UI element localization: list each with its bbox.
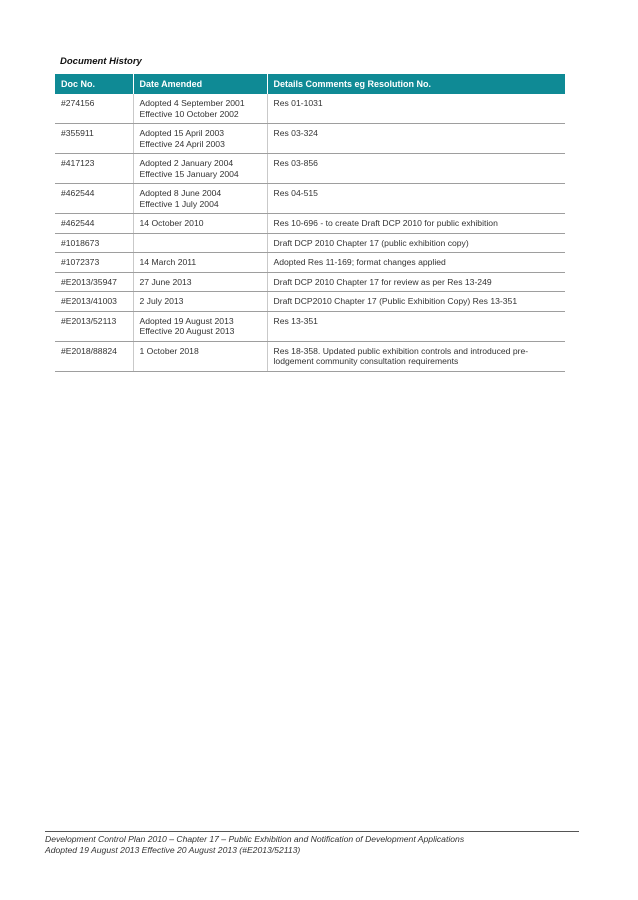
date-line: Adopted 19 August 2013 (139, 315, 234, 326)
table-row (55, 154, 565, 184)
table-row (55, 292, 565, 312)
date-line: Adopted 2 January 2004 (139, 158, 234, 168)
table-header-row (55, 74, 565, 94)
cell-date-amended (133, 292, 267, 312)
cell-doc-no: #E2013/35947 (55, 272, 133, 292)
cell-date-amended (133, 154, 267, 184)
cell-doc-no: #E2018/88824 (55, 341, 133, 371)
cell-details: Res 13-351 (267, 311, 565, 341)
cell-details: Res 03-856 (267, 154, 565, 184)
cell-doc-no: #417123 (55, 154, 133, 184)
header-details: Details Comments eg Resolution No. (267, 74, 565, 94)
table-body (55, 94, 565, 371)
cell-details: Res 18-358. Updated public exhibition controls and introduced pre-lodgement community consultation requirements (267, 341, 565, 371)
cell-details: Res 10-696 - to create Draft DCP 2010 for public exhibition (267, 214, 565, 234)
cell-date-amended (133, 94, 267, 124)
cell-date-amended (133, 233, 267, 253)
date-line: Effective 1 July 2004 (139, 198, 219, 209)
footer-line-2: Adopted 19 August 2013 Effective 20 August 2013 (#E2013/52113) (45, 844, 301, 855)
cell-doc-no: #355911 (55, 124, 133, 154)
table-row (55, 253, 565, 273)
cell-date-amended (133, 214, 267, 234)
table-row (55, 94, 565, 124)
cell-details: Res 03-324 (267, 124, 565, 154)
cell-details: Res 04-515 (267, 184, 565, 214)
table-row (55, 311, 565, 341)
table-row (55, 233, 565, 253)
cell-doc-no: #E2013/52113 (55, 311, 133, 341)
date-line: Effective 24 April 2003 (139, 138, 225, 149)
date-line: Adopted 8 June 2004 (139, 188, 222, 198)
footer-line-1: Development Control Plan 2010 – Chapter 17 – Public Exhibition and Notification of Development Applications (45, 834, 465, 844)
cell-date-amended (133, 124, 267, 154)
date-line: 14 October 2010 (139, 218, 204, 228)
cell-doc-no: #1018673 (55, 233, 133, 253)
cell-details: Draft DCP 2010 Chapter 17 (public exhibition copy) (267, 233, 565, 253)
header-date-amended: Date Amended (133, 74, 267, 94)
cell-doc-no: #462544 (55, 184, 133, 214)
date-line: 1 October 2018 (139, 345, 199, 356)
cell-date-amended (133, 272, 267, 292)
cell-date-amended (133, 341, 267, 371)
date-line: 2 July 2013 (139, 296, 184, 306)
page-footer (45, 834, 464, 855)
cell-details: Res 01-1031 (267, 94, 565, 124)
date-line: 27 June 2013 (139, 276, 192, 287)
table-row (55, 214, 565, 234)
cell-doc-no: #462544 (55, 214, 133, 234)
date-line: Effective 15 January 2004 (139, 168, 239, 179)
cell-date-amended (133, 184, 267, 214)
cell-doc-no: #1072373 (55, 253, 133, 273)
table-row (55, 124, 565, 154)
date-line: 14 March 2011 (139, 257, 197, 267)
cell-doc-no: #274156 (55, 94, 133, 124)
section-title: Document History (60, 56, 142, 67)
header-doc-no: Doc No. (55, 74, 133, 94)
cell-date-amended (133, 253, 267, 273)
date-line: Adopted 15 April 2003 (139, 128, 225, 138)
table-row (55, 184, 565, 214)
cell-details: Draft DCP2010 Chapter 17 (Public Exhibition Copy) Res 13-351 (267, 292, 565, 312)
cell-details: Draft DCP 2010 Chapter 17 for review as per Res 13-249 (267, 272, 565, 292)
cell-date-amended (133, 311, 267, 341)
date-line: Effective 10 October 2002 (139, 108, 239, 119)
cell-doc-no: #E2013/41003 (55, 292, 133, 312)
table-row (55, 341, 565, 371)
date-line: Adopted 4 September 2001 (139, 98, 245, 108)
document-history-table (55, 74, 565, 372)
footer-divider (45, 831, 579, 832)
cell-details: Adopted Res 11-169; format changes applied (267, 253, 565, 273)
date-line: Effective 20 August 2013 (139, 326, 235, 336)
table-row (55, 272, 565, 292)
